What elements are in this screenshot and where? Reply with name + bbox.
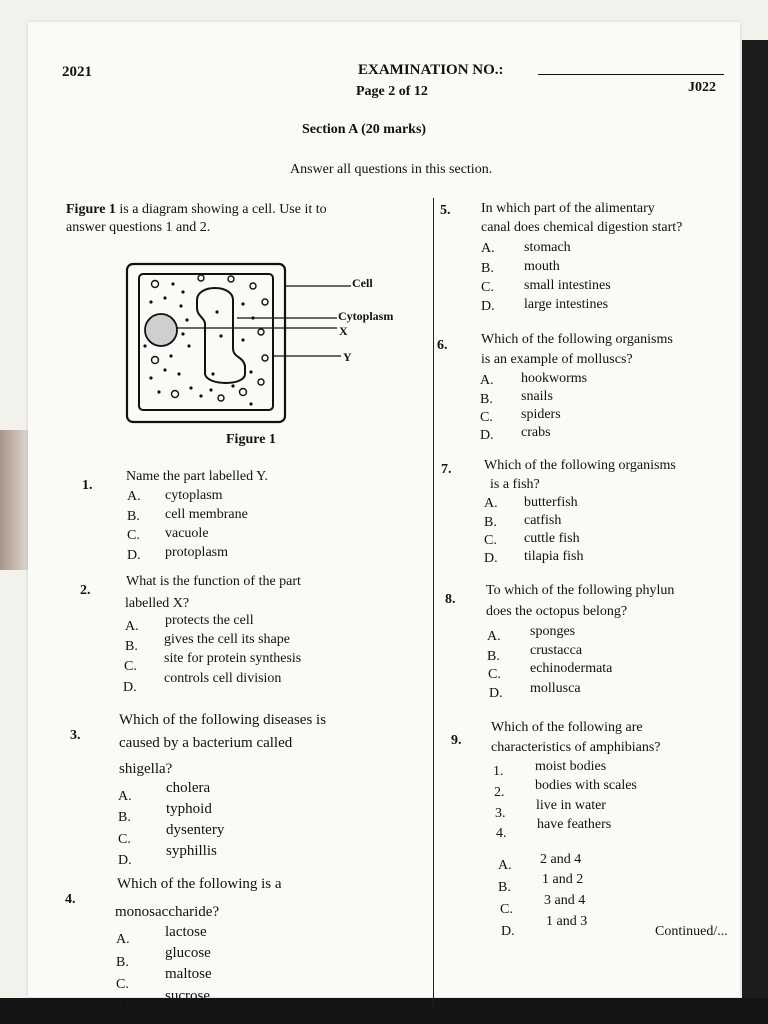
option-letter: C.: [480, 410, 493, 425]
question-text: does the octopus belong?: [486, 604, 628, 619]
option-text: cell membrane: [165, 507, 248, 522]
option-letter: D.: [118, 853, 132, 868]
figure-intro-line1: is a diagram showing a cell. Use it to: [119, 202, 327, 217]
question-text: Which of the following are: [491, 720, 643, 735]
page-edge: [742, 40, 768, 1020]
option-text: spiders: [521, 407, 561, 422]
option-text: cholera: [166, 780, 211, 796]
option-text: dysentery: [166, 822, 225, 838]
option-text: snails: [521, 389, 553, 404]
option-text: echinodermata: [530, 661, 613, 676]
option-letter: A.: [484, 496, 498, 511]
question-text: shigella?: [119, 761, 173, 777]
option-text: butterfish: [524, 495, 578, 510]
option-letter: C.: [116, 977, 129, 992]
option-letter: A.: [118, 789, 132, 804]
option-text: sponges: [530, 624, 576, 639]
option-letter: D.: [484, 551, 498, 566]
option-letter: A.: [127, 489, 141, 504]
option-letter: C.: [484, 533, 497, 548]
question-text: To which of the following phylun: [486, 583, 675, 598]
option-text: lactose: [165, 924, 207, 940]
statement-text: have feathers: [537, 817, 612, 832]
option-letter: B.: [118, 810, 131, 825]
option-text: small intestines: [524, 278, 611, 293]
figure-intro-line2: answer questions 1 and 2.: [66, 220, 211, 235]
exam-number-line: [538, 74, 724, 75]
statement-text: moist bodies: [535, 759, 607, 774]
option-text: glucose: [165, 945, 211, 961]
question-text: What is the function of the part: [126, 574, 301, 589]
option-letter: C.: [118, 832, 131, 847]
option-text: vacuole: [165, 526, 209, 541]
question-text: In which part of the alimentary: [481, 201, 655, 216]
label-cell: Cell: [352, 276, 373, 290]
option-letter: B.: [480, 392, 493, 407]
question-number: 7.: [441, 462, 452, 477]
question-text: characteristics of amphibians?: [491, 740, 661, 755]
option-letter: C.: [488, 667, 501, 682]
option-letter: B.: [487, 649, 500, 664]
column-divider: [433, 198, 434, 1006]
nucleus: [145, 314, 177, 346]
figure-caption: Figure 1: [226, 432, 276, 447]
question-text: labelled X?: [125, 596, 190, 611]
option-text: site for protein synthesis: [164, 651, 302, 666]
question-number: 4.: [65, 892, 76, 907]
option-text: hookworms: [521, 371, 588, 386]
option-text: protoplasm: [165, 545, 228, 560]
option-letter: C.: [124, 659, 137, 674]
label-x: X: [339, 324, 348, 338]
statement-number: 1.: [493, 764, 504, 779]
option-letter: D.: [489, 686, 503, 701]
option-letter: A.: [125, 619, 139, 634]
option-letter: D.: [123, 680, 137, 695]
question-text: is a fish?: [490, 477, 540, 492]
section-title: Section A (20 marks): [302, 122, 427, 137]
option-text: mouth: [524, 259, 560, 274]
question-text: Name the part labelled Y.: [126, 469, 268, 484]
option-text: large intestines: [524, 297, 609, 312]
option-text: sucrose: [165, 988, 210, 1004]
option-letter: B.: [498, 880, 511, 895]
option-text: mollusca: [530, 681, 581, 696]
question-number: 6.: [437, 338, 448, 353]
option-text: cytoplasm: [165, 488, 223, 503]
option-text: crabs: [521, 425, 551, 440]
option-letter: B.: [484, 515, 497, 530]
option-text: tilapia fish: [524, 549, 584, 564]
continued-note: Continued/...: [655, 924, 728, 939]
question-number: 9.: [451, 733, 462, 748]
statement-text: bodies with scales: [535, 778, 637, 793]
option-text: 2 and 4: [540, 852, 582, 867]
question-number: 8.: [445, 592, 456, 607]
option-text: controls cell division: [164, 671, 282, 686]
question-text: monosaccharide?: [115, 904, 220, 920]
option-letter: D.: [116, 998, 130, 1013]
option-letter: C.: [481, 280, 494, 295]
question-number: 2.: [80, 583, 91, 598]
question-text: Which of the following organisms: [484, 458, 676, 473]
statement-number: 4.: [496, 826, 507, 841]
statement-number: 2.: [494, 785, 505, 800]
option-text: 3 and 4: [544, 893, 586, 908]
option-text: 1 and 3: [546, 914, 588, 929]
option-letter: D.: [481, 299, 495, 314]
paper-code: J022: [688, 80, 716, 95]
option-letter: B.: [125, 639, 138, 654]
option-letter: D.: [501, 924, 515, 939]
option-letter: A.: [116, 932, 130, 947]
option-text: stomach: [524, 240, 571, 255]
option-letter: D.: [127, 548, 141, 563]
option-text: protects the cell: [165, 613, 254, 628]
option-text: typhoid: [166, 801, 212, 817]
option-text: gives the cell its shape: [164, 632, 290, 647]
question-text: is an example of molluscs?: [481, 352, 633, 367]
option-letter: A.: [480, 373, 494, 388]
question-text: caused by a bacterium called: [119, 735, 293, 751]
label-y: Y: [343, 350, 352, 364]
label-cytoplasm: Cytoplasm: [338, 309, 394, 323]
question-number: 3.: [70, 728, 81, 743]
option-letter: A.: [481, 241, 495, 256]
option-text: syphillis: [166, 843, 217, 859]
question-number: 5.: [440, 203, 451, 218]
question-text: canal does chemical digestion start?: [481, 220, 683, 235]
question-text: Which of the following organisms: [481, 332, 673, 347]
statement-number: 3.: [495, 806, 506, 821]
option-text: 1 and 2: [542, 872, 584, 887]
option-text: catfish: [524, 513, 562, 528]
exam-number-label: EXAMINATION NO.:: [358, 62, 504, 78]
figure-intro-bold: Figure 1: [66, 202, 116, 217]
page-number: Page 2 of 12: [356, 84, 428, 99]
statement-text: live in water: [536, 798, 606, 813]
option-letter: A.: [487, 629, 501, 644]
option-letter: B.: [127, 509, 140, 524]
option-text: crustacca: [530, 643, 583, 658]
option-letter: A.: [498, 858, 512, 873]
option-letter: C.: [127, 528, 140, 543]
question-text: Which of the following diseases is: [119, 712, 327, 728]
option-letter: B.: [116, 955, 129, 970]
option-text: cuttle fish: [524, 531, 580, 546]
exam-year: 2021: [62, 64, 92, 80]
option-letter: B.: [481, 261, 494, 276]
figure-intro: [66, 202, 327, 218]
option-letter: D.: [480, 428, 494, 443]
section-instruction: Answer all questions in this section.: [290, 162, 493, 177]
question-number: 1.: [82, 478, 93, 493]
question-text: Which of the following is a: [117, 876, 282, 892]
option-letter: C.: [500, 902, 513, 917]
option-text: maltose: [165, 966, 212, 982]
